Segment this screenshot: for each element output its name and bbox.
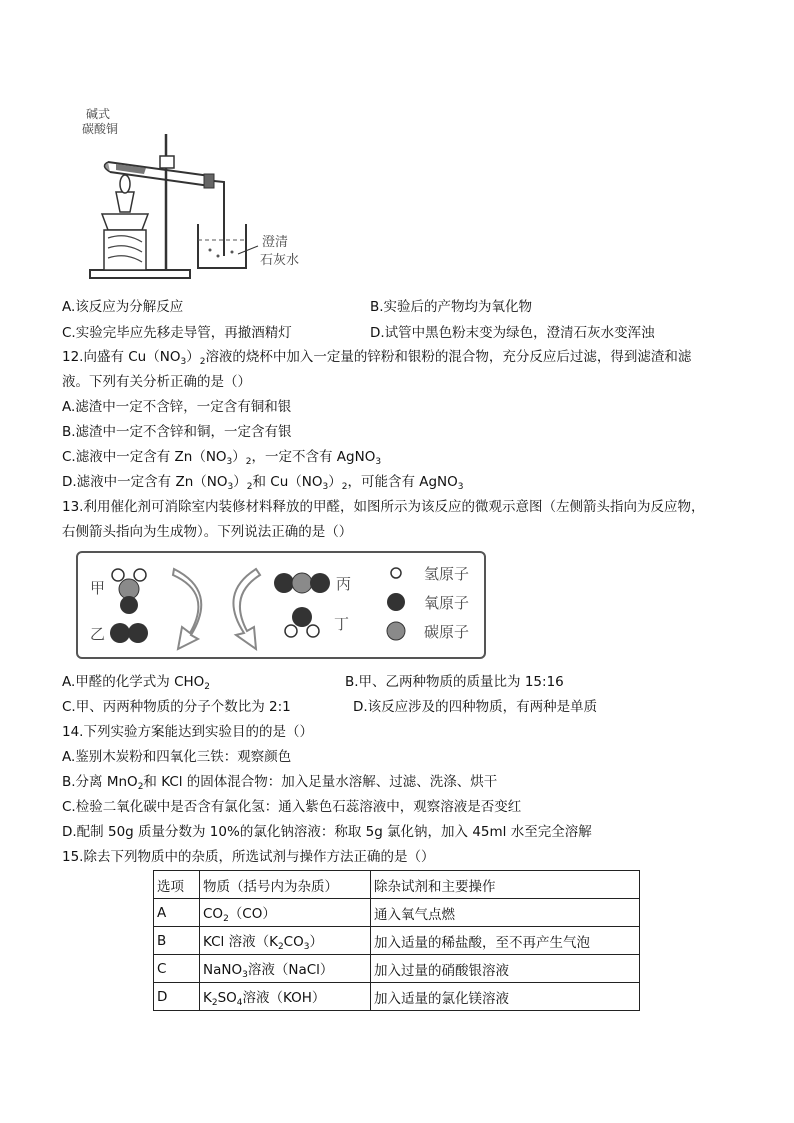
row-option: D: [154, 983, 200, 1011]
label-jia: 甲: [90, 579, 106, 597]
header-substance: 物质（括号内为杂质）: [200, 871, 371, 899]
row-substance: $K_2SO_4$溶液（KOH）: [200, 983, 371, 1011]
molecule-diagram: [76, 551, 486, 659]
q11-option-a: A.该反应为分解反应: [62, 299, 184, 315]
label-bing: 丙: [336, 575, 352, 593]
q15-table: [153, 870, 640, 1011]
alcohol-lamp: [102, 175, 148, 270]
q12-option-a: A.滤渣中一定不含锌，一定含有铜和银: [62, 399, 292, 415]
q14-option-b: B.分离 MnO$_2$和 KCl 的固体混合物：加入足量水溶解、过滤、洗涤、烘干: [62, 774, 498, 792]
reactant-arrow: [173, 569, 201, 649]
product-arrow: [233, 569, 260, 649]
row-option: C: [154, 955, 200, 983]
label-yi: 乙: [90, 625, 106, 643]
row-substance: $CO_2(CO)$: [200, 899, 371, 927]
row-method: 加入适量的稀盐酸，至不再产生气泡: [371, 927, 640, 955]
table-row: [154, 955, 640, 983]
legend-carbon-swatch: [387, 622, 405, 640]
row-method: 通入氧气点燃: [371, 899, 640, 927]
q13-option-d: D.该反应涉及的四种物质，有两种是单质: [353, 699, 598, 715]
q14-option-c: C.检验二氧化碳中是否含有氯化氢：通入紫色石蕊溶液中，观察溶液是否变红: [62, 799, 522, 815]
legend-oxygen: 氧原子: [424, 594, 470, 612]
row-method: 加入过量的硝酸银溶液: [371, 955, 640, 983]
q14-stem: 14.下列实验方案能达到实验目的的是（）: [62, 724, 313, 740]
legend-hydrogen-swatch: [391, 568, 401, 578]
q12-option-b: B.滤渣中一定不含锌和铜，一定含有银: [62, 424, 292, 440]
q12-option-d: D.滤液中一定含有 $Zn(NO_3)_2$和 $Cu(NO_3)_2$，可能含有 AgNO$_3$: [62, 474, 464, 492]
table-row: [154, 899, 640, 927]
legend: [387, 565, 469, 641]
q11-option-d: D.试管中黑色粉末变为绿色，澄清石灰水变浑浊: [370, 325, 655, 341]
label-leader: [238, 246, 258, 254]
delivery-tube: [214, 181, 224, 256]
molecule-ding: [285, 607, 319, 637]
header-option: 选项: [154, 871, 200, 899]
legend-hydrogen: 氢原子: [424, 565, 470, 583]
q13-stem-line1: 13.利用催化剂可消除室内装修材料释放的甲醛，如图所示为该反应的微观示意图（左侧箭头指向为反应物，: [62, 499, 705, 515]
row-option: A: [154, 899, 200, 927]
q12-option-c: C.滤液中一定含有 $Zn(NO_3)_2$，一定不含有 AgNO$_3$: [62, 449, 382, 467]
molecule-jia: [112, 569, 146, 614]
q14-option-a: A.鉴别木炭粉和四氧化三铁：观察颜色: [62, 749, 292, 765]
q12-stem-line2: 液。下列有关分析正确的是（）: [62, 374, 251, 390]
q12-stem-line1: 12.向盛有 $Cu(NO_3)_2$溶液的烧杯中加入一定量的锌粉和银粉的混合物，充分反应后过滤，得到滤渣和滤: [62, 349, 692, 367]
table-header-row: [154, 871, 640, 899]
table-row: [154, 983, 640, 1011]
beaker: [198, 224, 246, 268]
limewater-label-2: 石灰水: [260, 253, 300, 268]
q13-stem-line2: 右侧箭头指向为生成物）。下列说法正确的是（）: [62, 524, 353, 540]
legend-oxygen-swatch: [387, 593, 405, 611]
molecule-svg: [78, 553, 484, 657]
q15-stem: 15.除去下列物质中的杂质，所选试剂与操作方法正确的是（）: [62, 849, 435, 865]
q13-option-a: A.甲醛的化学式为 $CHO_2$: [62, 674, 211, 692]
row-method: 加入适量的氯化镁溶液: [371, 983, 640, 1011]
reagent-label-2: 碳酸铜: [82, 122, 119, 136]
table-row: [154, 927, 640, 955]
clamp: [160, 156, 174, 168]
q14-option-d: D.配制 50g 质量分数为 10%的氯化钠溶液：称取 5g 氯化钠，加入 45ml 水至完全溶解: [62, 824, 592, 840]
q13-option-b: B.甲、乙两种物质的质量比为 15:16: [345, 674, 564, 690]
q13-option-c: C.甲、丙两种物质的分子个数比为 2:1: [62, 699, 291, 715]
q11-option-b: B.实验后的产物均为氧化物: [370, 299, 533, 315]
header-method: 除杂试剂和主要操作: [371, 871, 640, 899]
q11-option-c: C.实验完毕应先移走导管，再撤酒精灯: [62, 325, 292, 341]
legend-carbon: 碳原子: [424, 623, 470, 641]
row-substance: NaNO$_3$溶液（NaCl）: [200, 955, 371, 983]
stand-base: [90, 270, 190, 278]
row-substance: KCl 溶液$(K_2CO_3)$: [200, 927, 371, 955]
label-ding: 丁: [334, 615, 350, 633]
row-option: B: [154, 927, 200, 955]
apparatus-figure: [82, 104, 306, 288]
reagent-label-1: 碱式: [86, 107, 111, 121]
molecule-bing: [274, 573, 330, 593]
limewater-label-1: 澄清: [262, 235, 289, 250]
molecule-yi: [110, 623, 148, 643]
